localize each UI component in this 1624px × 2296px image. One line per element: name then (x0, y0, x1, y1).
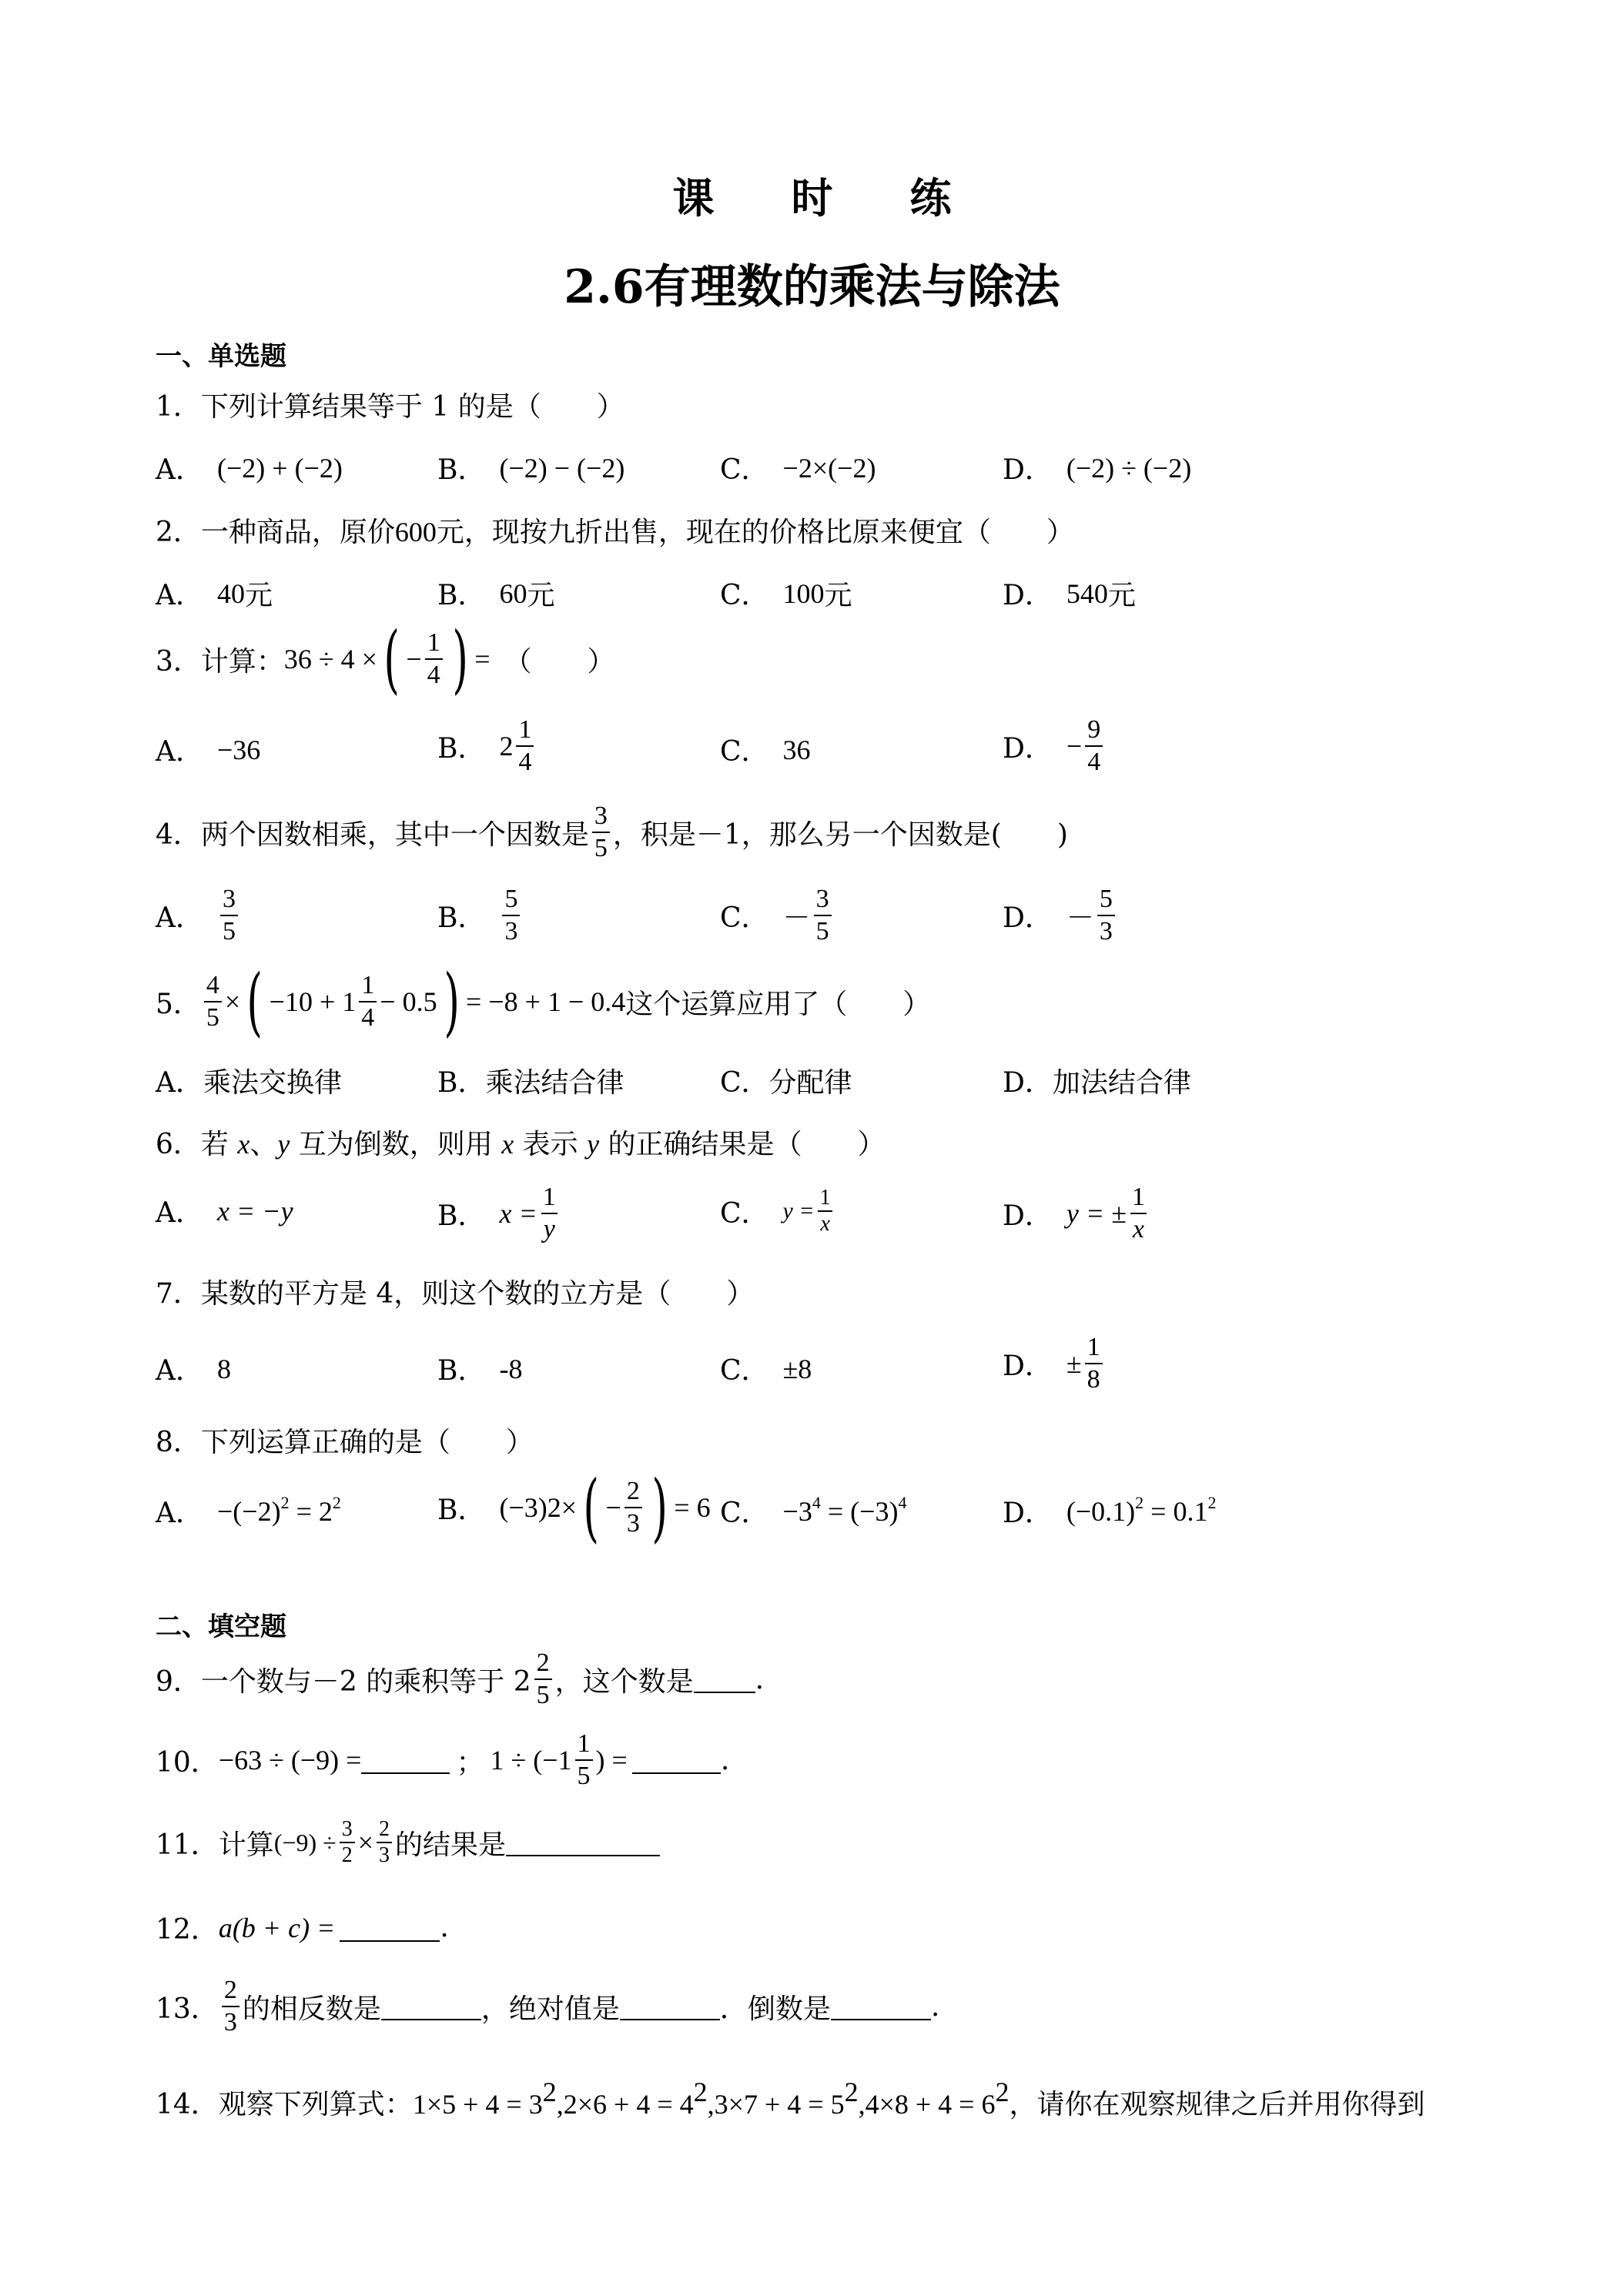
q3-option-c (720, 730, 811, 769)
denominator: x (1130, 1213, 1147, 1245)
times-sign: × (224, 986, 241, 1017)
denominator: y (541, 1213, 558, 1245)
answer-blank[interactable] (620, 1993, 720, 2020)
question-7-stem: 7．某数的平方是 4，则这个数的立方是（ ） (156, 1278, 755, 1310)
stem-text: 元，现按九折出售，现在的价格比原来便宜（ ） (436, 517, 1074, 548)
stem-text: 4．两个因数相乘，其中一个因数是 (156, 818, 589, 851)
variable-x: x (501, 1129, 514, 1160)
exponent: 2 (995, 2077, 1010, 2107)
section-heading-single-choice: 一、单选题 (156, 341, 286, 372)
q6-option-b (437, 1182, 561, 1245)
option-expr: (−2) + (−2) (217, 452, 343, 484)
option-label: A． (156, 1498, 203, 1529)
option-expr: x = (499, 1198, 537, 1229)
numerator: 1 (361, 971, 375, 999)
numerator: 1 (518, 715, 532, 744)
option-label: B． (437, 902, 486, 934)
fraction (1085, 1332, 1103, 1395)
stem-text: ．倒数是 (719, 1993, 831, 2025)
numerator: 1 (577, 1729, 591, 1758)
option-label: D． (1003, 1350, 1053, 1382)
answer-blank[interactable] (632, 1746, 721, 1774)
option-label: D． (1003, 732, 1053, 765)
question-2-stem (156, 510, 1074, 550)
stem-text: 14．观察下列算式： (156, 2089, 413, 2120)
q7-option-c (720, 1349, 812, 1388)
expr: (−9) ÷ (273, 1828, 337, 1856)
q3-option-b (437, 715, 537, 778)
q4-option-d (1003, 884, 1118, 947)
variable-y: y (277, 1129, 290, 1160)
numerator: 5 (504, 885, 518, 913)
fraction (624, 1476, 642, 1539)
denominator: 3 (377, 1842, 392, 1868)
stem-text: ，绝对值是 (481, 1993, 620, 2025)
answer-blank[interactable] (831, 1993, 931, 2020)
option-value: 60 (499, 577, 527, 609)
stem-text: ，这个数是 (554, 1665, 694, 1698)
option-expr (1066, 1492, 1217, 1528)
question-4-stem (156, 801, 1068, 864)
option-label: B． (437, 1355, 486, 1387)
fraction (516, 715, 534, 778)
option-label: D． (1003, 454, 1053, 486)
q1-option-b (437, 448, 624, 487)
denominator: 3 (222, 2006, 239, 2038)
expr: 1 ÷ (−1 (490, 1745, 572, 1776)
option-expr: (−2) − (−2) (499, 452, 625, 484)
expr: = 6 (674, 1492, 711, 1523)
exponent: 2 (1207, 1492, 1217, 1512)
numerator: 3 (223, 885, 236, 913)
expr: a(b + c) = (218, 1912, 336, 1943)
q3-option-d (1003, 715, 1106, 778)
option-value: 540 (1066, 577, 1108, 609)
option-expr (217, 1492, 341, 1528)
numerator: 1 (542, 1183, 556, 1211)
minus-sign: − (406, 644, 422, 674)
stem-text: . (720, 1744, 730, 1776)
minus-sign: − (605, 1492, 621, 1523)
expr: (−3) (499, 1492, 547, 1523)
q5-option-d: D．加法结合律 (1003, 1067, 1191, 1099)
q7-option-b (437, 1349, 522, 1388)
stem-text: 互为倒数，则用 (290, 1129, 502, 1160)
mixed-whole: 2 (499, 731, 514, 761)
q5-option-b: B．乘法结合律 (437, 1067, 624, 1099)
option-expr: 8 (217, 1353, 231, 1384)
answer-blank[interactable] (381, 1993, 481, 2020)
option-unit: 元 (245, 580, 273, 611)
option-label: C． (720, 580, 769, 611)
q8-option-a (156, 1491, 341, 1531)
numerator: 3 (594, 802, 608, 830)
q7-option-d (1003, 1332, 1106, 1395)
numerator: 1 (819, 1186, 831, 1210)
price-value: 600 (394, 517, 437, 547)
fraction (541, 1182, 558, 1245)
question-5-stem (156, 959, 931, 1045)
question-number: 5． (156, 988, 201, 1020)
question-14-stem (156, 2077, 1425, 2122)
denominator: 8 (1085, 1363, 1103, 1395)
title-char: 时 (791, 173, 872, 223)
option-unit: 元 (527, 580, 555, 611)
option-label: A． (156, 902, 203, 934)
denominator: 5 (204, 1001, 222, 1033)
left-paren: ( (246, 959, 263, 1045)
numerator: 1 (1131, 1183, 1145, 1211)
denominator: 4 (516, 745, 534, 778)
stem-text: 表示 (514, 1129, 588, 1160)
numerator: 2 (536, 1648, 550, 1677)
option-label: B． (437, 1494, 486, 1526)
expr: ,4×8 + 4 = 6 (858, 2089, 996, 2120)
stem-text: 9．一个数与－2 的乘积等于 2 (156, 1665, 531, 1698)
expr: −10 + 1 (269, 986, 357, 1017)
fraction (377, 1817, 392, 1868)
q8-option-c (720, 1491, 906, 1531)
minus-sign: － (782, 902, 811, 934)
times-sign: × (357, 1827, 374, 1858)
stem-text: 的结果是 (395, 1829, 507, 1861)
numerator: 5 (1099, 885, 1113, 913)
denominator: 4 (1085, 745, 1103, 778)
numerator: 2 (379, 1817, 390, 1841)
title-char: 练 (909, 173, 990, 223)
fraction (818, 1186, 833, 1237)
fraction (592, 801, 610, 864)
variable-x: x (237, 1129, 250, 1160)
q1-option-c (720, 448, 876, 487)
fraction (359, 970, 377, 1033)
option-label: C． (720, 1498, 769, 1529)
exponent: 2 (1135, 1492, 1144, 1512)
fraction (220, 884, 238, 947)
fraction (204, 970, 222, 1033)
numerator: 4 (206, 971, 219, 999)
right-paren: ) (651, 1464, 668, 1551)
separator: ； (456, 1746, 484, 1779)
option-label: C． (720, 736, 769, 768)
stem-text: . (930, 1990, 940, 2023)
expr: −3 (782, 1495, 812, 1527)
q4-option-a (156, 884, 241, 947)
expr: −(−2) (217, 1495, 281, 1527)
stem-text: . (755, 1663, 765, 1695)
option-label: A． (156, 1355, 203, 1387)
equals-sign: = (474, 644, 491, 674)
option-label: A． (156, 580, 203, 611)
denominator: x (818, 1210, 832, 1237)
stem-text: . (440, 1912, 449, 1943)
option-unit: 元 (1107, 580, 1136, 611)
option-label: B． (437, 454, 486, 486)
question-number: 10． (156, 1746, 219, 1779)
option-value: 100 (782, 577, 825, 609)
exponent: 2 (332, 1492, 341, 1512)
fraction (575, 1729, 593, 1792)
numerator: 1 (427, 628, 440, 657)
denominator: 3 (624, 1507, 642, 1539)
q4-option-b (437, 884, 523, 947)
title-char: 课 (672, 173, 753, 223)
left-paren: ( (383, 616, 400, 702)
expr: −63 ÷ (−9) = (218, 1745, 362, 1776)
question-13-stem (156, 1975, 939, 2038)
fraction (814, 884, 832, 947)
q1-option-a (156, 448, 343, 487)
option-label: D． (1003, 902, 1053, 934)
q2-option-c (720, 574, 852, 613)
question-10-stem (156, 1729, 729, 1792)
option-expr: -8 (499, 1353, 523, 1384)
q4-option-c (720, 884, 835, 947)
exponent: 2 (280, 1492, 290, 1512)
option-label: D． (1003, 1200, 1053, 1232)
question-12-stem (156, 1908, 449, 1947)
question-9-stem (156, 1648, 764, 1711)
stem-text: ，积是－1，那么另一个因数是( ) (612, 818, 1068, 851)
stem-text: 6．若 (156, 1129, 238, 1160)
option-expr: y = (782, 1198, 815, 1223)
expr: (−0.1) (1066, 1495, 1136, 1527)
denominator: 4 (425, 658, 443, 691)
option-label: C． (720, 1197, 769, 1230)
option-expr (782, 1492, 907, 1528)
denominator: 5 (534, 1678, 552, 1711)
q2-option-b (437, 574, 554, 613)
option-label: A． (156, 454, 203, 486)
expr: − 0.5 (380, 986, 437, 1017)
option-label: D． (1003, 1498, 1053, 1529)
fraction (534, 1648, 552, 1711)
numerator: 2 (223, 1976, 237, 2004)
question-number: 12． (156, 1914, 219, 1946)
stem-text: ，请你在观察规律之后并用你得到 (1009, 2089, 1425, 2120)
numerator: 9 (1087, 715, 1101, 744)
option-label: B． (437, 732, 486, 765)
option-expr: (−2) ÷ (−2) (1066, 452, 1192, 484)
question-11-stem (156, 1817, 660, 1868)
variable-y: y (587, 1129, 600, 1160)
answer-blank[interactable] (694, 1665, 755, 1693)
option-label: B． (437, 1200, 486, 1232)
option-label: C． (720, 1355, 769, 1387)
question-3-stem (156, 616, 615, 702)
expr: ,3×7 + 4 = 5 (707, 2089, 845, 2120)
expr: = (−3) (820, 1495, 899, 1527)
option-expr: 36 (782, 734, 811, 765)
option-label: D． (1003, 580, 1053, 611)
expr: = 2 (289, 1495, 333, 1527)
stem-text: 11．计算 (156, 1829, 274, 1861)
times-sign: × (561, 1492, 578, 1523)
option-label: C． (720, 902, 769, 934)
denominator: 5 (575, 1759, 593, 1792)
expr: 36 ÷ 4 × (283, 644, 377, 674)
stem-text: 、 (249, 1129, 278, 1160)
q2-option-d (1003, 574, 1136, 613)
option-label: C． (720, 454, 769, 486)
plus-minus-sign: ± (1066, 1348, 1082, 1379)
fraction (222, 1975, 239, 2038)
q3-option-a (156, 730, 260, 769)
option-expr: y = ± (1066, 1198, 1127, 1229)
option-label: A． (156, 1197, 203, 1229)
q8-option-d (1003, 1491, 1216, 1531)
fraction (1097, 884, 1115, 947)
fraction (340, 1817, 355, 1868)
q7-option-a (156, 1349, 231, 1388)
q2-option-a (156, 574, 273, 613)
q6-option-c (720, 1186, 836, 1237)
option-unit: 元 (824, 580, 852, 611)
expr: ,2×6 + 4 = 4 (556, 2089, 694, 2120)
q1-option-d (1003, 448, 1191, 487)
expr: = 0.1 (1143, 1495, 1208, 1527)
exponent: 2 (844, 2077, 859, 2107)
stem-text: 2．一种商品，原价 (156, 517, 395, 548)
minus-sign: － (1066, 902, 1094, 934)
denominator: 4 (359, 1001, 377, 1033)
question-1-stem: 1．下列计算结果等于 1 的是（ ） (156, 391, 624, 423)
stem-text: 的相反数是 (242, 1993, 381, 2025)
right-paren: ) (444, 959, 460, 1045)
stem-text: （ ） (504, 645, 615, 678)
option-expr: x = −y (217, 1195, 293, 1227)
page-title (0, 166, 1624, 225)
exponent: 4 (812, 1492, 821, 1512)
q5-option-c: C．分配律 (720, 1067, 852, 1099)
denominator: 5 (592, 832, 610, 864)
q8-option-b: B． (−3) 2 × ( − $\frac{2}{3}$ ) = 6 (437, 1464, 711, 1551)
numerator: 1 (1087, 1333, 1100, 1361)
expr: 1×5 + 4 = 3 (412, 2089, 543, 2120)
minus-sign: − (1066, 731, 1083, 761)
section-heading-fill-blank: 二、填空题 (156, 1612, 286, 1642)
question-6-stem (156, 1123, 886, 1162)
numerator: 3 (815, 885, 829, 913)
option-label: A． (156, 736, 203, 768)
stem-text: 这个运算应用了（ ） (625, 988, 931, 1020)
stem-text: 的正确结果是（ ） (599, 1129, 886, 1160)
answer-blank[interactable] (361, 1746, 450, 1774)
denominator: 3 (1097, 915, 1115, 947)
numerator: 2 (626, 1477, 640, 1505)
stem-text: 3．计算： (156, 645, 284, 678)
denominator: 2 (340, 1842, 355, 1868)
exponent: 2 (542, 2077, 557, 2107)
exponent: 4 (898, 1492, 907, 1512)
denominator: 5 (220, 915, 238, 947)
denominator: 5 (814, 915, 832, 947)
expr: = −8 + 1 − 0.4 (466, 986, 626, 1017)
exponent: 2 (693, 2077, 708, 2107)
right-paren: ) (452, 616, 468, 702)
answer-blank[interactable] (340, 1914, 440, 1942)
page-subtitle: 2.6有理数的乘法与除法 (564, 260, 1060, 314)
option-expr: ±8 (782, 1353, 812, 1384)
option-label: B． (437, 580, 486, 611)
question-8-stem: 8．下列运算正确的是（ ） (156, 1427, 534, 1458)
fraction (425, 628, 443, 691)
expr: ) = (595, 1745, 628, 1776)
q5-option-a: A．乘法交换律 (156, 1067, 342, 1099)
q6-option-a (156, 1191, 293, 1230)
option-expr: −36 (217, 734, 261, 765)
left-paren: ( (583, 1464, 600, 1551)
q6-option-d (1003, 1182, 1150, 1245)
fraction (502, 884, 520, 947)
option-value: 40 (217, 577, 245, 609)
option-expr: −2×(−2) (782, 452, 876, 484)
fraction (1130, 1182, 1147, 1245)
numerator: 3 (341, 1817, 353, 1841)
fraction (1085, 715, 1103, 778)
denominator: 3 (502, 915, 520, 947)
question-number: 13． (156, 1993, 219, 2025)
answer-blank[interactable] (506, 1829, 660, 1856)
